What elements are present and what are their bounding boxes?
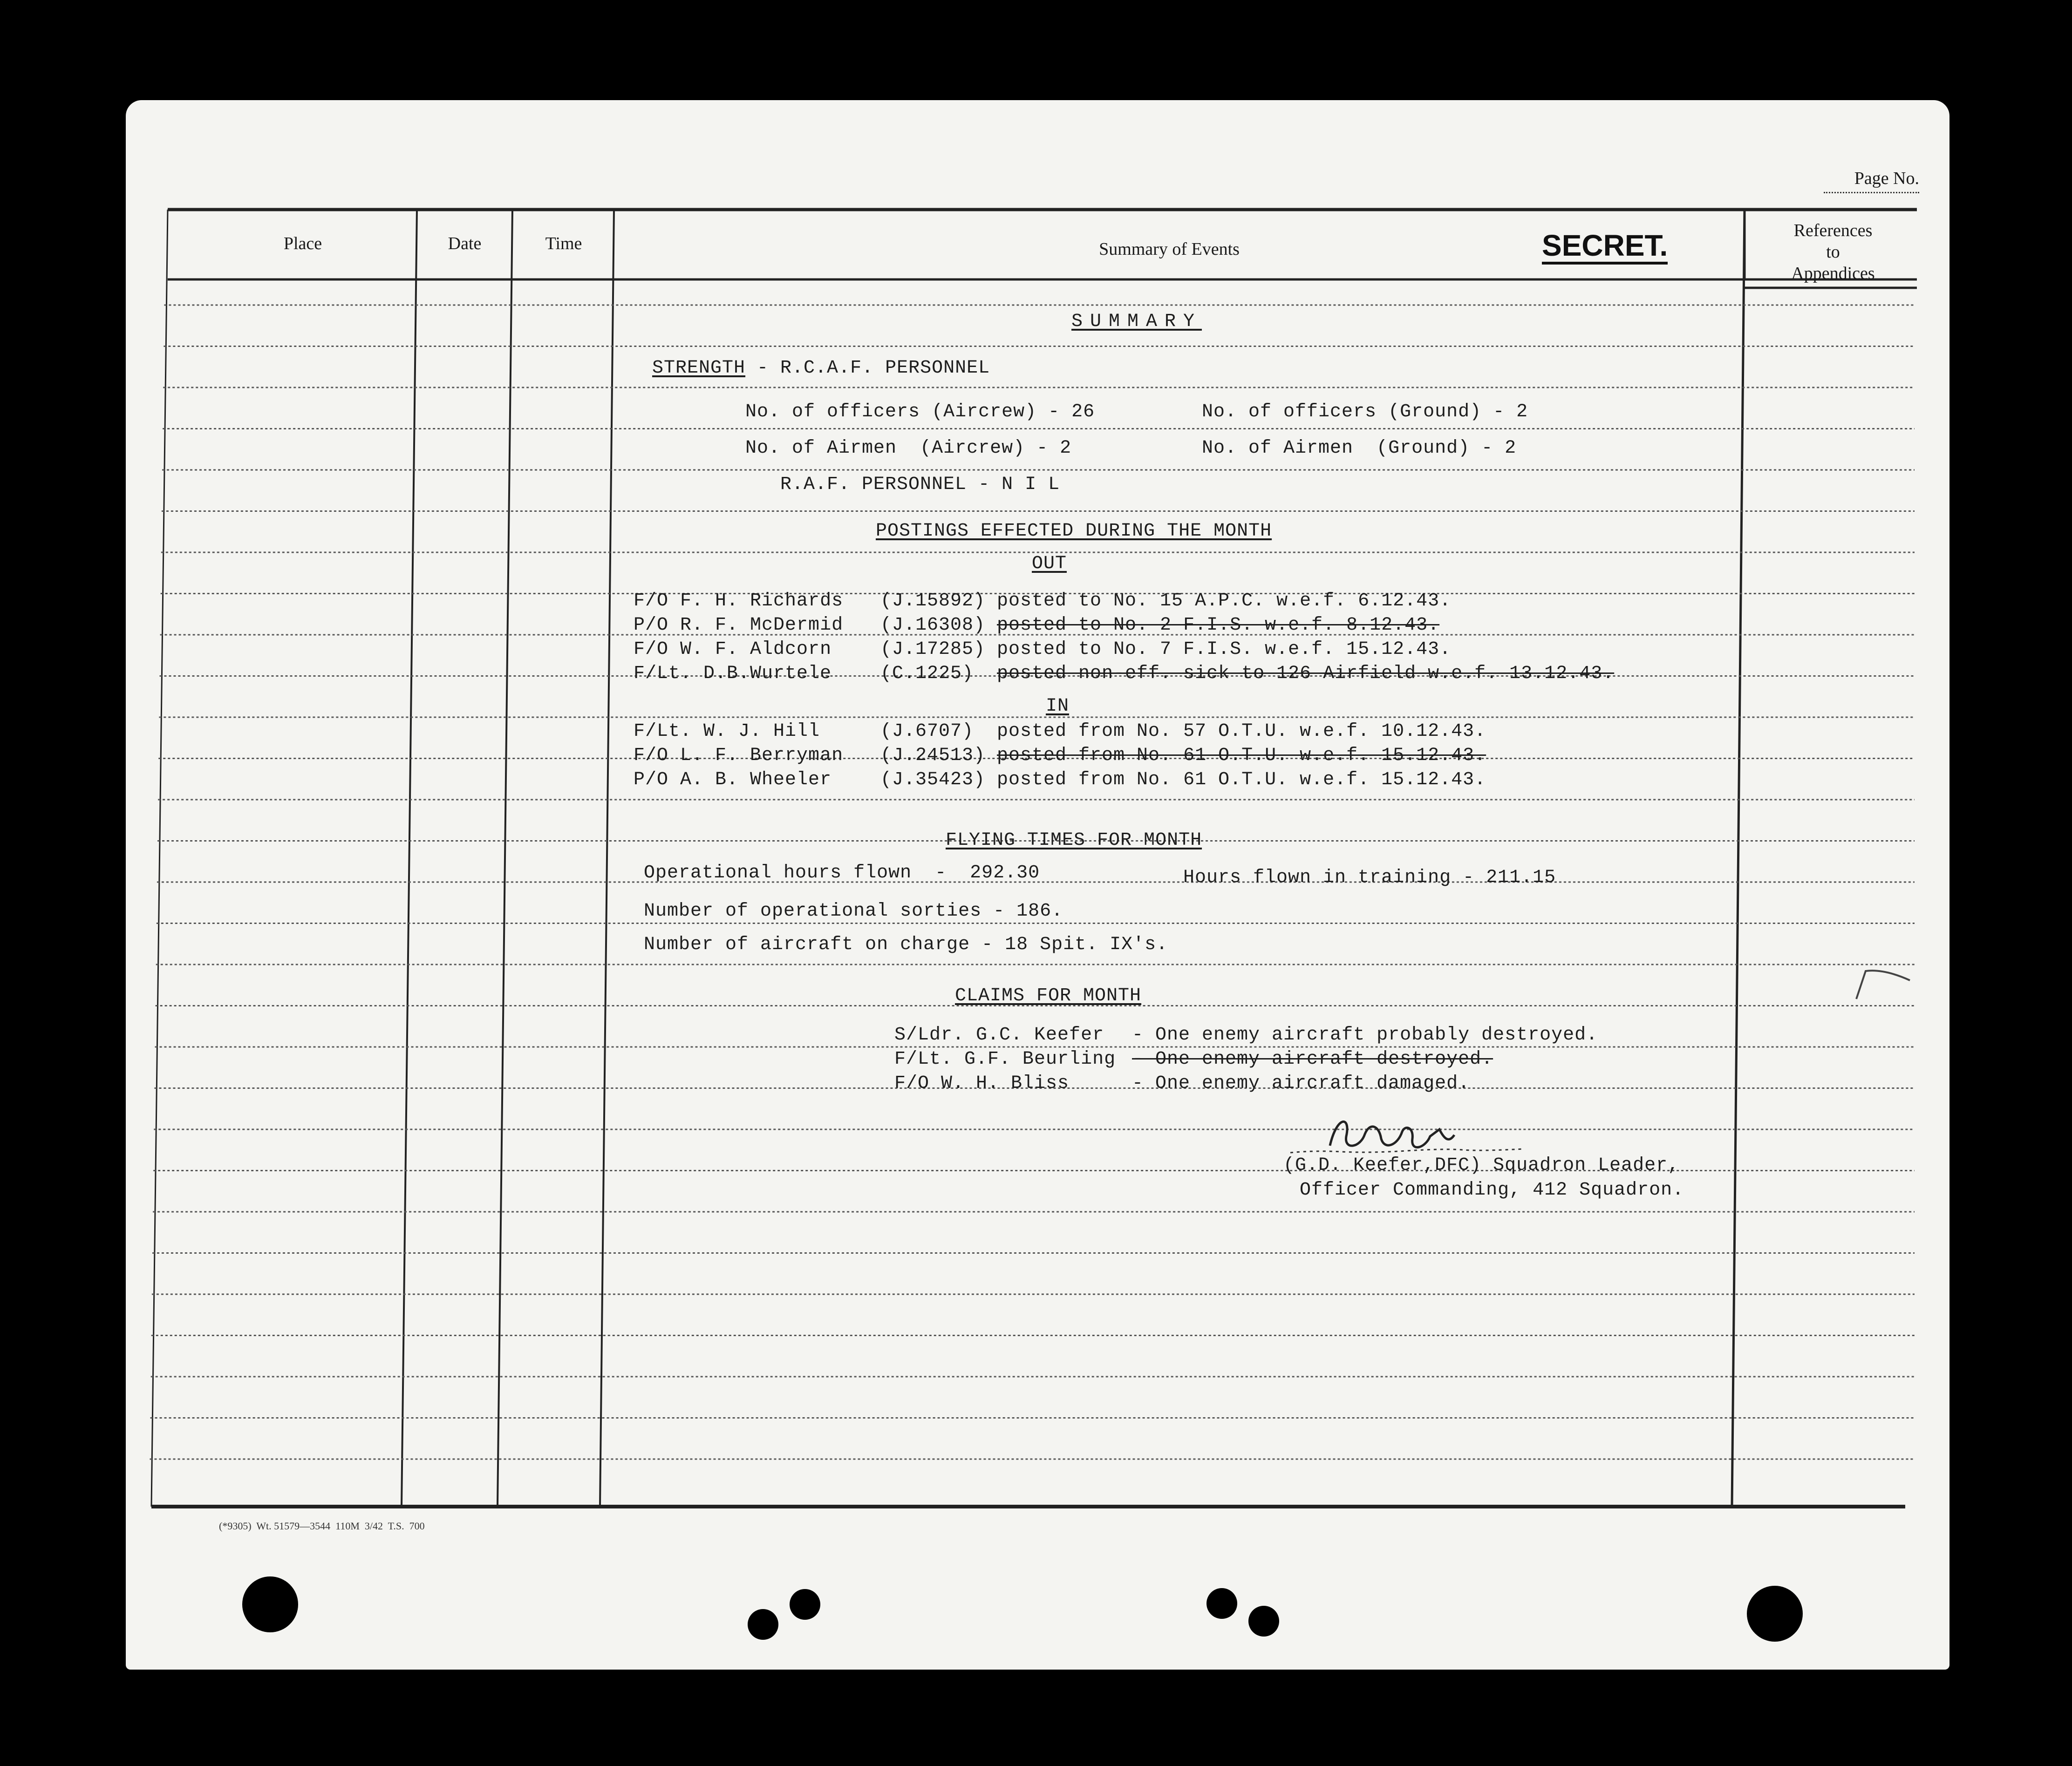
airmen-ground: No. of Airmen (Ground) - 2	[1202, 438, 1517, 459]
references-line-3: Appendices	[1791, 264, 1875, 283]
claim-pilot: F/Lt. G.F. Beurling	[894, 1049, 1116, 1070]
operational-hours: Operational hours flown - 292.30	[644, 863, 1040, 883]
postings-in-title: IN	[1046, 696, 1070, 717]
posting-name: F/O F. H. Richards	[634, 591, 844, 611]
posting-detail: posted from No. 61 O.T.U. w.e.f. 15.12.43.	[997, 745, 1486, 766]
posting-row	[634, 639, 1451, 660]
posting-name: F/Lt. D.B.Wurtele	[634, 663, 832, 684]
posting-service-number: (J.24513)	[880, 745, 986, 766]
posting-row	[634, 769, 1486, 791]
handwritten-signature	[1286, 1111, 1528, 1162]
posting-detail: posted from No. 57 O.T.U. w.e.f. 10.12.43.	[997, 721, 1486, 742]
posting-row	[634, 663, 1614, 685]
punch-hole-left	[242, 1576, 298, 1632]
punch-hole-center-1	[748, 1609, 778, 1640]
strength-heading	[652, 358, 990, 379]
column-header-references	[1747, 220, 1919, 284]
posting-row	[634, 591, 1451, 612]
posting-name: P/O R. F. McDermid	[634, 615, 844, 636]
column-header-time: Time	[545, 234, 582, 253]
officers-ground: No. of officers (Ground) - 2	[1202, 401, 1528, 422]
claims-title: CLAIMS FOR MONTH	[955, 985, 1142, 1006]
claim-pilot: F/O W. H. Bliss	[894, 1073, 1070, 1094]
claim-row	[894, 1025, 1598, 1046]
strength-subtitle: - R.C.A.F. PERSONNEL	[745, 358, 990, 379]
flying-title: FLYING TIMES FOR MONTH	[946, 830, 1202, 851]
claim-detail: - One enemy aircraft destroyed.	[1132, 1049, 1493, 1070]
posting-detail: posted non-eff. sick to 126 Airfield w.e.f. 13.12.43.	[997, 663, 1615, 684]
raf-personnel: R.A.F. PERSONNEL - N I L	[780, 474, 1060, 495]
references-line-1: References	[1793, 221, 1873, 240]
officers-aircrew: No. of officers (Aircrew) - 26	[745, 401, 1095, 422]
claim-detail: - One enemy aircraft probably destroyed.	[1132, 1025, 1598, 1046]
posting-name: F/O W. F. Aldcorn	[634, 639, 832, 660]
posting-service-number: (J.6707)	[880, 721, 974, 742]
column-header-date: Date	[448, 234, 482, 253]
column-header-place: Place	[283, 234, 322, 253]
signature-name: (G.D. Keefer,DFC) Squadron Leader,	[1283, 1155, 1680, 1176]
claim-row	[894, 1073, 1470, 1094]
posting-detail: posted to No. 2 F.I.S. w.e.f. 8.12.43.	[997, 615, 1440, 636]
posting-name: P/O A. B. Wheeler	[634, 769, 832, 790]
references-line-2: to	[1826, 242, 1840, 262]
posting-row	[634, 721, 1486, 742]
punch-hole-right	[1747, 1586, 1803, 1642]
page-number-label: Page No.	[1854, 169, 1919, 188]
operational-sorties: Number of operational sorties - 186.	[644, 901, 1063, 922]
posting-row	[634, 745, 1486, 767]
posting-service-number: (J.17285)	[880, 639, 986, 660]
posting-service-number: (C.1225)	[880, 663, 974, 684]
aircraft-on-charge: Number of aircraft on charge - 18 Spit. IX's.	[644, 934, 1168, 955]
posting-detail: posted to No. 7 F.I.S. w.e.f. 15.12.43.	[997, 639, 1452, 660]
column-header-summary: Summary of Events	[1099, 239, 1240, 259]
claim-detail: - One enemy aircraft damaged.	[1132, 1073, 1470, 1094]
posting-service-number: (J.35423)	[880, 769, 986, 790]
punch-hole-center-2	[790, 1589, 820, 1620]
signature-title: Officer Commanding, 412 Squadron.	[1300, 1180, 1684, 1201]
posting-service-number: (J.15892)	[880, 591, 986, 611]
printer-imprint: (*9305) Wt. 51579—3544 110M 3/42 T.S. 700	[219, 1520, 425, 1532]
pencil-check-mark	[1852, 966, 1917, 1004]
training-hours: Hours flown in training - 211.15	[1183, 867, 1556, 888]
posting-detail: posted to No. 15 A.P.C. w.e.f. 6.12.43.	[997, 591, 1452, 611]
summary-title: SUMMARY	[1071, 311, 1202, 332]
posting-detail: posted from No. 61 O.T.U. w.e.f. 15.12.43.	[997, 769, 1486, 790]
claim-row	[894, 1049, 1493, 1070]
secret-stamp: SECRET.	[1542, 229, 1668, 265]
posting-service-number: (J.16308)	[880, 615, 986, 636]
strength-title: STRENGTH	[652, 358, 746, 379]
punch-hole-center-3	[1206, 1588, 1237, 1619]
page-number-field	[1824, 185, 1919, 193]
punch-hole-center-4	[1248, 1606, 1279, 1637]
airmen-aircrew: No. of Airmen (Aircrew) - 2	[745, 438, 1072, 459]
posting-name: F/Lt. W. J. Hill	[634, 721, 820, 742]
posting-row	[634, 615, 1439, 636]
claim-pilot: S/Ldr. G.C. Keefer	[894, 1025, 1104, 1046]
postings-out-title: OUT	[1032, 553, 1067, 574]
posting-name: F/O L. F. Berryman	[634, 745, 844, 766]
postings-title: POSTINGS EFFECTED DURING THE MONTH	[876, 521, 1272, 542]
